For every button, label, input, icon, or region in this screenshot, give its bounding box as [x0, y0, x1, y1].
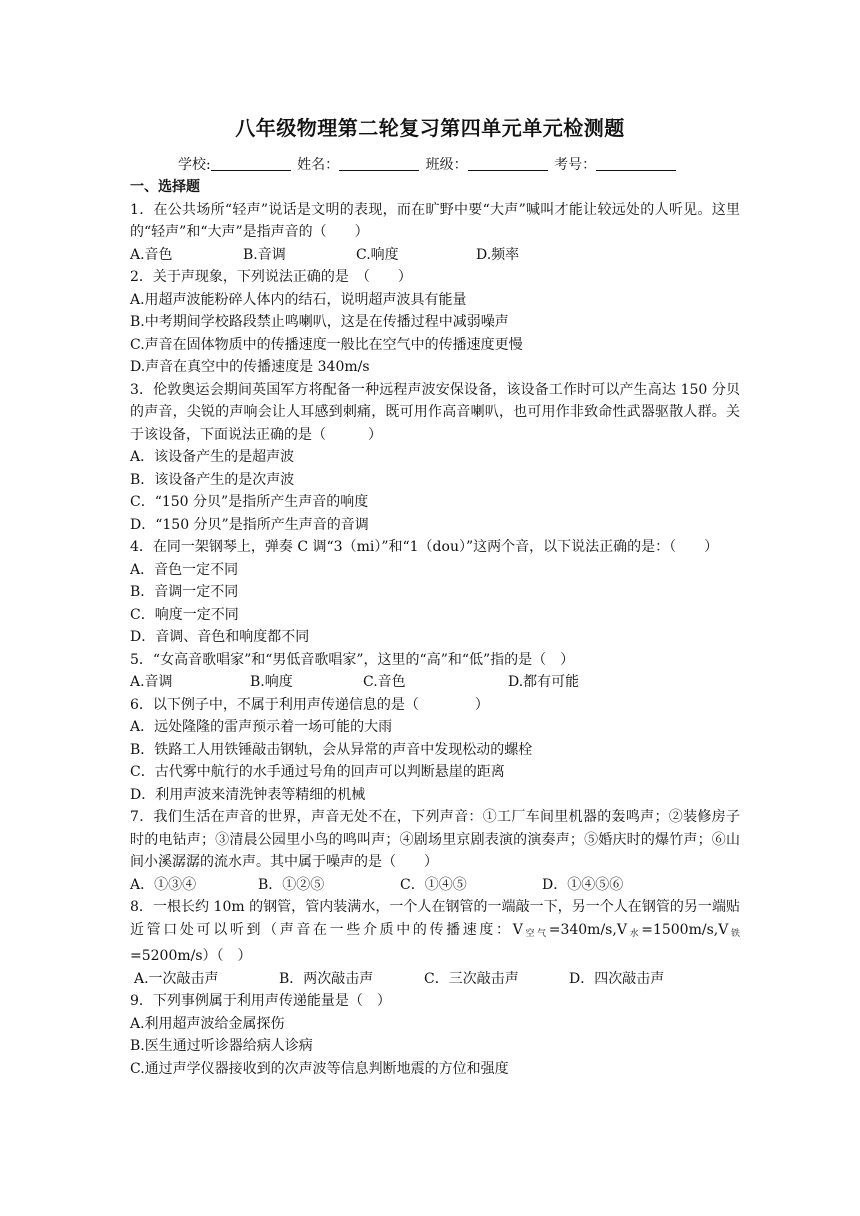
subscript-air: 空气	[522, 928, 549, 939]
option[interactable]: B．①②⑤	[258, 876, 325, 893]
option[interactable]: A．该设备产生的是超声波	[130, 449, 295, 465]
question-4: 4．在同一架钢琴上，弹奏 C 调“3（mi）”和“1（dou）”这两个音，以下说法正确的是：（ ）	[130, 539, 719, 555]
class-label: 班级：	[425, 157, 468, 173]
option[interactable]: D.都有可能	[508, 674, 580, 690]
option[interactable]: B.医生通过听诊器给病人诊病	[130, 1038, 313, 1054]
option[interactable]: C.声音在固体物质中的传播速度一般比在空气中的传播速度更慢	[130, 336, 523, 353]
option[interactable]: D．四次敲击声	[569, 970, 665, 987]
option[interactable]: C．响度一定不同	[130, 606, 239, 623]
option[interactable]: C.通过声学仪器接收到的次声波等信息判断地震的方位和强度	[130, 1060, 509, 1077]
option[interactable]: C．“150 分贝”是指所产生声音的响度	[130, 494, 369, 510]
question-3: 3．伦敦奥运会期间英国军方将配备一种远程声波安保设备，该设备工作时可以产生高达 150 分贝的声音，尖锐的声响会让人耳感到刺痛，既可用作高音喇叭，也可用作非致命性武器驱散人群。关于该设备，下面说法正确的是（ ）	[130, 381, 740, 443]
option[interactable]: C.音色	[363, 674, 406, 690]
speed-iron: =5200m/s）（ ）	[130, 948, 252, 964]
option[interactable]: C．①④⑤	[400, 876, 467, 893]
name-label: 姓名：	[297, 157, 340, 173]
option[interactable]: C．三次敲击声	[424, 970, 519, 987]
school-blank[interactable]	[211, 156, 291, 171]
option[interactable]: D．①④⑤⑥	[542, 876, 624, 893]
option[interactable]: A．远处隆隆的雷声预示着一场可能的大雨	[130, 719, 393, 735]
option[interactable]: B.响度	[250, 674, 293, 690]
subscript-water: 水	[626, 928, 642, 939]
school-label: 学校:	[178, 157, 211, 173]
question-9: 9．下列事例属于利用声传递能量是（ ）	[130, 993, 391, 1009]
option[interactable]: A.利用超声波给金属探伤	[130, 1015, 285, 1032]
question-6: 6．以下例子中，不属于利用声传递信息的是（ ）	[130, 696, 489, 713]
question-8-options	[130, 968, 740, 991]
option[interactable]: D.声音在真空中的传播速度是 340m/s	[130, 359, 370, 375]
option[interactable]: A．①③④	[130, 876, 197, 893]
option[interactable]: D.频率	[476, 246, 520, 263]
option[interactable]: D．音调、音色和响度都不同	[130, 629, 310, 645]
question-5: 5．“女高音歌唱家”和“男低音歌唱家”，这里的“高”和“低”指的是（ ）	[130, 651, 575, 668]
question-1-options	[130, 244, 740, 267]
option[interactable]: C.响度	[356, 246, 399, 263]
option[interactable]: A.一次敲击声	[134, 970, 219, 987]
option[interactable]: B．两次敲击声	[279, 970, 374, 987]
question-7-options	[130, 874, 740, 897]
option[interactable]: A.音调	[130, 674, 173, 690]
name-blank[interactable]	[339, 156, 419, 171]
speed-water: =1500m/s,V	[641, 921, 729, 938]
question-list	[130, 176, 740, 1080]
option[interactable]: B.音调	[243, 246, 286, 263]
option[interactable]: A.用超声波能粉碎人体内的结石，说明超声波具有能量	[130, 291, 467, 308]
subscript-iron: 铁	[728, 928, 740, 939]
page-title: 八年级物理第二轮复习第四单元单元检测题	[235, 116, 625, 140]
speed-air: =340m/s,V	[548, 921, 627, 938]
student-info-line	[178, 154, 678, 174]
option[interactable]: B．铁路工人用铁锤敲击钢轨，会从异常的声音中发现松动的螺栓	[130, 741, 533, 758]
option[interactable]: A.音色	[130, 246, 173, 263]
question-7: 7．我们生活在声音的世界，声音无处不在，下列声音：①工厂车间里机器的轰鸣声；②装修房子时的电钻声；③清晨公园里小鸟的鸣叫声；④剧场里京剧表演的演奏声；⑤婚庆时的爆竹声；⑥山间小溪潺潺的流水声。其中属于噪声的是（ ）	[130, 809, 740, 870]
option[interactable]: B．该设备产生的是次声波	[130, 471, 295, 488]
option[interactable]: B．音调一定不同	[130, 584, 239, 600]
exam-no-label: 考号：	[554, 157, 597, 173]
question-2: 2．关于声现象，下列说法正确的是 （ ）	[130, 269, 412, 285]
class-blank[interactable]	[468, 156, 548, 171]
option[interactable]: A．音色一定不同	[130, 561, 239, 578]
question-5-options	[130, 671, 740, 694]
question-8-text: 8．一根长约 10m 的钢管，管内装满水，一个人在钢管的一端敲一下，另一个人在钢管的另一端贴近管口处可以听到（声音在一些介质中的传播速度：V	[130, 899, 740, 938]
option[interactable]: C．古代雾中航行的水手通过号角的回声可以判断悬崖的距离	[130, 764, 505, 780]
section-heading: 一、选择题	[130, 179, 200, 195]
option[interactable]: D．利用声波来清洗钟表等精细的机械	[130, 786, 366, 803]
exam-no-blank[interactable]	[596, 156, 676, 171]
option[interactable]: D．“150 分贝”是指所产生声音的音调	[130, 516, 369, 533]
question-1: 1．在公共场所“轻声”说话是文明的表现，而在旷野中要“大声”喊叫才能让较远处的人听见。这里的“轻声”和“大声”是指声音的（ ）	[130, 201, 740, 240]
question-8	[130, 896, 740, 968]
option[interactable]: B.中考期间学校路段禁止鸣喇叭，这是在传播过程中减弱噪声	[130, 314, 509, 330]
